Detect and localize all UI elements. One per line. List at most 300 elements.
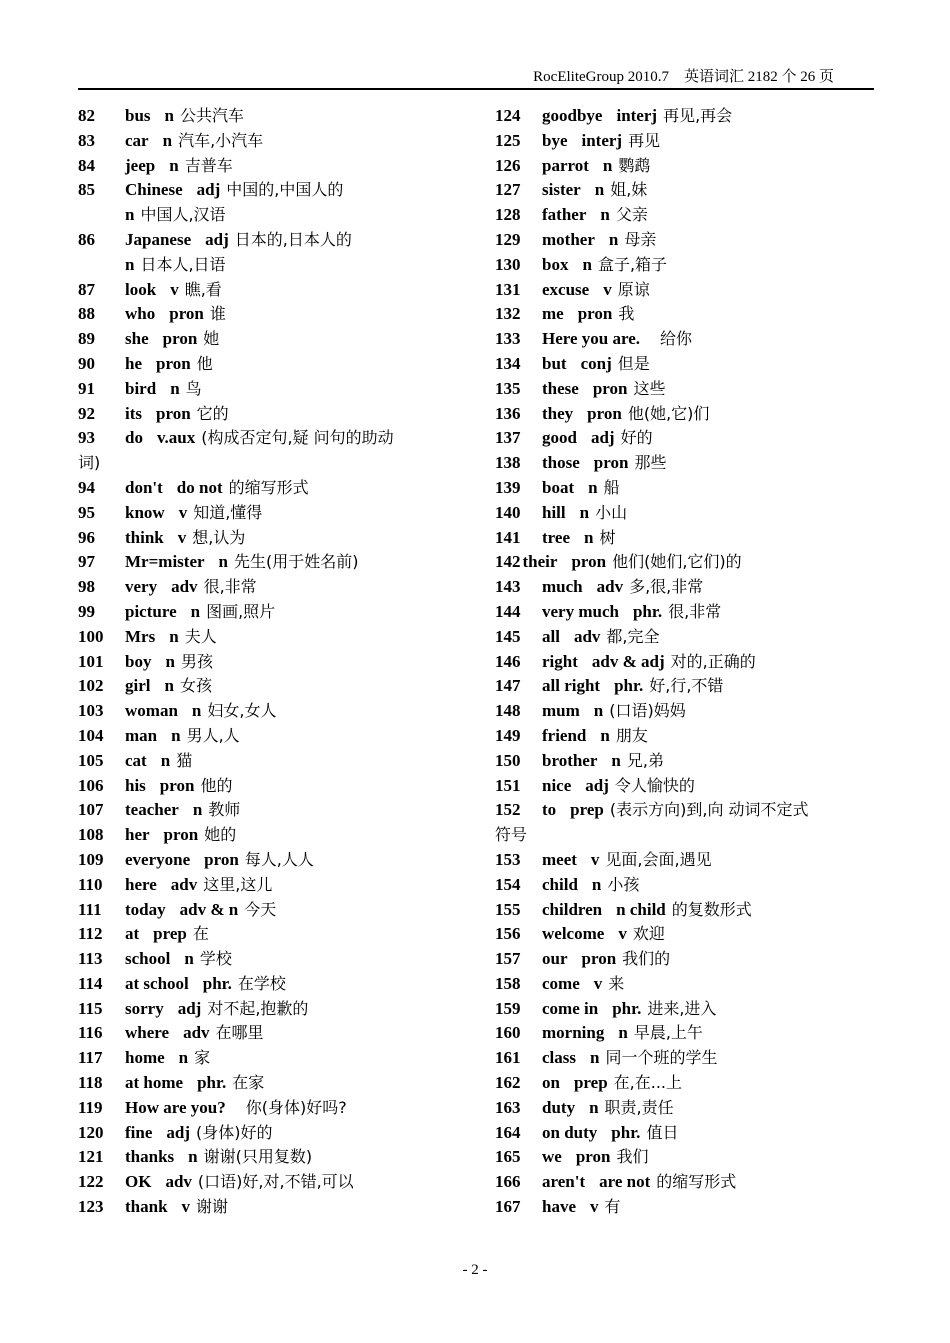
- entry-word: on: [542, 1073, 560, 1093]
- entry-number: 111: [78, 899, 102, 919]
- entry-number: 150: [495, 750, 521, 770]
- entry-meaning: 对不起,抱歉的: [207, 998, 309, 1018]
- vocab-entry: [495, 873, 885, 898]
- page-header: [78, 68, 874, 90]
- entry-meaning: 那些: [634, 453, 667, 473]
- vocab-entry: [495, 674, 885, 699]
- entry-number: 160: [495, 1023, 521, 1043]
- entry-part-of-speech: n: [590, 1048, 600, 1068]
- entry-part-of-speech: pron: [593, 453, 629, 473]
- entry-part-of-speech: pron: [592, 378, 628, 398]
- vocab-entry: [78, 600, 478, 625]
- entry-meaning: 对的,正确的: [670, 651, 756, 671]
- vocab-entry: [78, 402, 478, 427]
- entry-word: at school: [125, 973, 189, 993]
- entry-number: 122: [78, 1172, 104, 1192]
- vocab-column-left: [78, 104, 478, 1220]
- entry-word: OK: [125, 1172, 152, 1192]
- entry-number: 114: [78, 973, 103, 993]
- entry-word: our: [542, 949, 568, 969]
- entry-meaning: 汽车,小汽车: [178, 130, 264, 150]
- entry-word: children: [542, 899, 603, 919]
- entry-meaning: 职责,责任: [604, 1097, 674, 1117]
- entry-meaning: 它的: [196, 403, 229, 423]
- vocab-entry: [495, 997, 885, 1022]
- vocab-entry: [78, 1096, 478, 1121]
- entry-number: 92: [78, 403, 95, 423]
- entry-meaning: 他(她,它)们: [627, 403, 710, 423]
- entry-part-of-speech: prep: [153, 924, 187, 944]
- entry-number: 116: [78, 1023, 103, 1043]
- vocab-entry: [78, 327, 478, 352]
- entry-part-of-speech: n: [618, 1023, 628, 1043]
- vocab-entry: [78, 947, 478, 972]
- entry-meaning: 在学校: [237, 973, 286, 993]
- entry-number: 124: [495, 106, 521, 125]
- entry-number: 119: [78, 1097, 103, 1117]
- entry-word: How are you?: [125, 1097, 226, 1117]
- entry-number: 166: [495, 1172, 521, 1192]
- entry-meaning: 小山: [595, 502, 628, 522]
- entry-meaning: 再见: [628, 130, 661, 150]
- entry-number: 96: [78, 527, 95, 547]
- entry-meaning: 值日: [646, 1122, 679, 1142]
- entry-word: her: [125, 825, 150, 845]
- entry-word: child: [542, 874, 578, 894]
- entry-word: hill: [542, 502, 566, 522]
- entry-part-of-speech: adv: [596, 577, 624, 597]
- entry-word: picture: [125, 601, 177, 621]
- entry-number: 129: [495, 229, 521, 249]
- entry-meaning: 令人愉快的: [614, 775, 695, 795]
- vocab-entry: [495, 1021, 885, 1046]
- entry-meaning: 同一个班的学生: [605, 1048, 718, 1068]
- entry-word: do: [125, 428, 143, 448]
- entry-part-of-speech: n: [611, 750, 621, 770]
- entry-part-of-speech: adv: [171, 577, 198, 597]
- entry-number: 87: [78, 279, 95, 299]
- vocab-entry: [78, 104, 478, 129]
- vocab-entry: [78, 1121, 478, 1146]
- page-number: - 2 -: [462, 1262, 488, 1278]
- entry-meaning: 夫人: [184, 626, 217, 646]
- entry-word: their: [522, 552, 558, 572]
- entry-meaning: 中国人,汉语: [140, 205, 226, 225]
- entry-word: come: [542, 973, 580, 993]
- entry-word: boy: [125, 651, 152, 671]
- entry-meaning: 树: [599, 527, 616, 547]
- entry-part-of-speech: n child: [616, 899, 666, 919]
- entry-part-of-speech: n: [191, 701, 202, 721]
- entry-part-of-speech: do not: [176, 477, 223, 497]
- entry-part-of-speech: n: [600, 725, 610, 745]
- vocab-entry: [78, 426, 478, 451]
- entry-number: 147: [495, 676, 521, 696]
- entry-part-of-speech: n: [171, 725, 181, 745]
- vocab-entry: [78, 724, 478, 749]
- vocab-entry: [78, 228, 478, 253]
- entry-word: he: [125, 353, 142, 373]
- vocab-entry: [495, 377, 885, 402]
- entry-part-of-speech: phr.: [632, 601, 663, 621]
- vocab-entry: [78, 749, 478, 774]
- vocab-entry: [495, 104, 885, 129]
- entry-word: all: [542, 626, 560, 646]
- entry-part-of-speech: v: [593, 973, 603, 993]
- entry-meaning: 的缩写形式: [656, 1172, 737, 1192]
- entry-number: 156: [495, 924, 521, 944]
- entry-number: 148: [495, 701, 521, 721]
- vocab-entry: [495, 947, 885, 972]
- entry-word: Here you are.: [542, 329, 641, 349]
- entry-word: where: [125, 1023, 170, 1043]
- entry-number: 135: [495, 378, 521, 398]
- entry-meaning: 我们: [616, 1147, 649, 1167]
- vocab-entry: [495, 1071, 885, 1096]
- vocab-entry: [495, 1121, 885, 1146]
- vocab-entry: [78, 1170, 478, 1195]
- entry-meaning: 在哪里: [215, 1023, 264, 1043]
- entry-meaning: 这些: [633, 378, 666, 398]
- vocab-entry: [495, 550, 885, 575]
- entry-meaning: 朋友: [615, 725, 648, 745]
- vocab-entry: [78, 154, 478, 179]
- entry-part-of-speech: n: [192, 800, 203, 820]
- vocab-entry: [495, 154, 885, 179]
- entry-part-of-speech: n: [162, 130, 173, 150]
- entry-meaning: 都,完全: [606, 626, 660, 646]
- entry-number: 106: [78, 775, 104, 795]
- entry-part-of-speech: n: [589, 1097, 599, 1117]
- vocab-entry: [495, 699, 885, 724]
- entry-part-of-speech: n: [591, 874, 602, 894]
- vocab-entry: [495, 898, 885, 923]
- entry-part-of-speech: phr.: [611, 1122, 641, 1142]
- entry-meaning: 符号: [495, 825, 528, 845]
- entry-part-of-speech: v: [590, 1197, 599, 1217]
- entry-part-of-speech: adv: [573, 626, 601, 646]
- vocab-entry: [78, 625, 478, 650]
- entry-meaning: (身体)好的: [196, 1122, 273, 1142]
- entry-meaning: 日本的,日本人的: [234, 229, 352, 249]
- entry-part-of-speech: n: [169, 155, 179, 175]
- vocab-entry: [495, 1096, 885, 1121]
- entry-word: here: [125, 874, 157, 894]
- entry-word: don't: [125, 477, 163, 497]
- entry-word: she: [125, 329, 149, 349]
- entry-part-of-speech: n: [190, 601, 201, 621]
- entry-part-of-speech: n: [600, 205, 610, 225]
- entry-number: 157: [495, 949, 521, 969]
- entry-part-of-speech: n: [582, 254, 592, 274]
- entry-meaning: 每人,人人: [244, 849, 314, 869]
- entry-part-of-speech: adj: [177, 998, 202, 1018]
- entry-meaning: 她的: [204, 825, 237, 845]
- entry-word: look: [125, 279, 157, 299]
- entry-number: 130: [495, 254, 521, 274]
- entry-number: 89: [78, 329, 95, 349]
- entry-meaning: 猫: [176, 750, 193, 770]
- entry-word: fine: [125, 1122, 153, 1142]
- entry-part-of-speech: n: [160, 750, 171, 770]
- entry-part-of-speech: adv: [183, 1023, 210, 1043]
- vocab-entry: [495, 724, 885, 749]
- entry-number: 84: [78, 155, 95, 175]
- entry-meaning: 他们(她们,它们)的: [612, 552, 742, 572]
- vocab-entry: [495, 1145, 885, 1170]
- entry-part-of-speech: pron: [156, 403, 191, 423]
- entry-number: 164: [495, 1122, 521, 1142]
- entry-number: 131: [495, 279, 521, 299]
- entry-meaning: 进来,进入: [647, 998, 717, 1018]
- entry-meaning: 知道,懂得: [193, 502, 263, 522]
- entry-part-of-speech: n: [579, 502, 590, 522]
- entry-word: right: [542, 651, 578, 671]
- entry-number: 133: [495, 329, 521, 349]
- entry-number: 113: [78, 949, 103, 969]
- vocab-entry: [495, 798, 885, 823]
- vocab-entry: [495, 650, 885, 675]
- entry-number: 100: [78, 626, 104, 646]
- entry-word: know: [125, 502, 165, 522]
- entry-word: home: [125, 1048, 165, 1068]
- entry-part-of-speech: adv: [165, 1172, 192, 1192]
- entry-number: 115: [78, 998, 103, 1018]
- entry-word: girl: [125, 676, 151, 696]
- entry-word: to: [542, 800, 557, 820]
- entry-number: 163: [495, 1097, 521, 1117]
- entry-number: 107: [78, 800, 104, 820]
- entry-part-of-speech: pron: [163, 825, 199, 845]
- entry-number: 90: [78, 353, 95, 373]
- entry-meaning: 中国的,中国人的: [226, 180, 344, 200]
- vocab-entry: [495, 178, 885, 203]
- entry-meaning: 欢迎: [632, 924, 665, 944]
- entry-meaning: 你(身体)好吗?: [245, 1097, 347, 1117]
- vocab-entry: [495, 129, 885, 154]
- entry-part-of-speech: adv: [170, 874, 198, 894]
- entry-number: 93: [78, 428, 95, 448]
- entry-part-of-speech: n: [602, 155, 613, 175]
- entry-number: 132: [495, 304, 521, 324]
- entry-number: 109: [78, 849, 104, 869]
- vocab-entry: [495, 922, 885, 947]
- entry-number: 167: [495, 1197, 521, 1217]
- entry-meaning: 的复数形式: [671, 899, 752, 919]
- vocab-entry: [495, 1046, 885, 1071]
- entry-part-of-speech: pron: [159, 775, 195, 795]
- entry-part-of-speech: prep: [570, 800, 604, 820]
- entry-number: 126: [495, 155, 521, 175]
- entry-meaning: 她: [203, 329, 220, 349]
- entry-meaning: 我们的: [622, 949, 671, 969]
- entry-part-of-speech: phr.: [614, 676, 644, 696]
- entry-part-of-speech: v: [618, 924, 627, 944]
- entry-meaning: 他: [196, 353, 213, 373]
- entry-meaning: 谢谢: [196, 1197, 229, 1217]
- entry-number: 117: [78, 1048, 103, 1068]
- entry-meaning: 在家: [232, 1073, 265, 1093]
- vocab-entry: [78, 650, 478, 675]
- entry-word: cat: [125, 750, 147, 770]
- entry-part-of-speech: v: [181, 1197, 191, 1217]
- entry-number: 108: [78, 825, 104, 845]
- entry-number: 158: [495, 973, 521, 993]
- entry-word: nice: [542, 775, 572, 795]
- entry-word: class: [542, 1048, 576, 1068]
- vocab-entry: [78, 476, 478, 501]
- entry-word: bye: [542, 130, 568, 150]
- entry-number: 85: [78, 180, 95, 200]
- entry-meaning: 谁: [209, 304, 226, 324]
- entry-meaning: 公共汽车: [180, 106, 245, 125]
- vocab-entry: [495, 749, 885, 774]
- entry-word: jeep: [125, 155, 156, 175]
- entry-meaning: 教师: [208, 800, 241, 820]
- entry-part-of-speech: n: [170, 378, 180, 398]
- vocab-entry: [78, 674, 478, 699]
- vocab-entry: [78, 848, 478, 873]
- entry-number: 91: [78, 378, 95, 398]
- entry-part-of-speech: phr.: [202, 973, 232, 993]
- entry-meaning: 有: [604, 1197, 621, 1217]
- vocab-entry: [78, 526, 478, 551]
- entry-part-of-speech: adj: [166, 1122, 191, 1142]
- entry-number: 121: [78, 1147, 104, 1167]
- vocab-entry: [495, 1170, 885, 1195]
- vocab-entry: [78, 278, 478, 303]
- vocab-entry: [495, 302, 885, 327]
- entry-word: think: [125, 527, 164, 547]
- vocab-entry: [78, 798, 478, 823]
- entry-meaning: 女孩: [179, 676, 212, 696]
- entry-number: 155: [495, 899, 521, 919]
- entry-meaning: 很,非常: [668, 601, 722, 621]
- entry-meaning: 男人,人: [186, 725, 240, 745]
- entry-word: these: [542, 378, 579, 398]
- entry-word: mum: [542, 701, 580, 721]
- entry-word: school: [125, 949, 171, 969]
- entry-word: have: [542, 1197, 576, 1217]
- entry-word: Chinese: [125, 180, 183, 200]
- entry-part-of-speech: n: [188, 1147, 198, 1167]
- entry-word: excuse: [542, 279, 590, 299]
- entry-word: welcome: [542, 924, 605, 944]
- entry-number: 123: [78, 1197, 104, 1217]
- entry-meaning: 他的: [200, 775, 233, 795]
- entry-number: 162: [495, 1073, 521, 1093]
- entry-meaning: (口语)好,对,不错,可以: [197, 1172, 354, 1192]
- entry-word: brother: [542, 750, 598, 770]
- entry-number: 141: [495, 527, 521, 547]
- vocab-entry: [495, 352, 885, 377]
- entry-meaning: 图画,照片: [206, 601, 276, 621]
- entry-meaning: 鹦鹉: [618, 155, 651, 175]
- entry-number: 128: [495, 205, 521, 225]
- entry-word: bus: [125, 106, 151, 125]
- entry-number: 98: [78, 577, 95, 597]
- entry-part-of-speech: conj: [580, 353, 612, 373]
- entry-number: 94: [78, 477, 95, 497]
- entry-meaning: 盒子,箱子: [597, 254, 668, 274]
- entry-word: meet: [542, 849, 577, 869]
- entry-part-of-speech: v: [590, 849, 600, 869]
- vocab-entry: [78, 873, 478, 898]
- entry-number: 165: [495, 1147, 521, 1167]
- vocab-entry: [78, 451, 478, 476]
- entry-number: 161: [495, 1048, 521, 1068]
- entry-meaning: 学校: [199, 949, 232, 969]
- vocab-entry: [495, 253, 885, 278]
- entry-part-of-speech: are not: [599, 1172, 651, 1192]
- vocab-entry: [78, 1071, 478, 1096]
- entry-word: sister: [542, 180, 581, 200]
- entry-number: 99: [78, 601, 95, 621]
- entry-word: car: [125, 130, 149, 150]
- vocab-entry: [495, 278, 885, 303]
- entry-meaning: 母亲: [624, 229, 657, 249]
- vocab-entry: [78, 575, 478, 600]
- entry-part-of-speech: adj: [590, 428, 615, 448]
- entry-word: today: [125, 899, 166, 919]
- vocab-entry: [78, 377, 478, 402]
- vocab-entry: [78, 898, 478, 923]
- entry-part-of-speech: n: [165, 651, 175, 671]
- entry-number: 83: [78, 130, 95, 150]
- vocab-entry: [78, 922, 478, 947]
- entry-part-of-speech: v.aux: [156, 428, 196, 448]
- entry-part-of-speech: n: [125, 205, 135, 225]
- entry-word: we: [542, 1147, 562, 1167]
- entry-meaning: 今天: [244, 899, 277, 919]
- entry-part-of-speech: prep: [573, 1073, 608, 1093]
- entry-number: 151: [495, 775, 521, 795]
- entry-part-of-speech: n: [184, 949, 194, 969]
- entry-number: 138: [495, 453, 521, 473]
- entry-meaning: 日本人,日语: [140, 254, 226, 274]
- vocab-entry: [78, 352, 478, 377]
- entry-number: 136: [495, 403, 521, 423]
- entry-part-of-speech: adj: [205, 229, 229, 249]
- entry-part-of-speech: n: [164, 106, 174, 125]
- entry-part-of-speech: interj: [616, 106, 658, 125]
- entry-part-of-speech: pron: [575, 1147, 611, 1167]
- vocab-entry: [495, 526, 885, 551]
- entry-number: 139: [495, 477, 521, 497]
- entry-meaning: 来: [608, 973, 625, 993]
- vocab-entry: [495, 774, 885, 799]
- entry-word: Japanese: [125, 229, 192, 249]
- entry-number: 142: [495, 552, 521, 572]
- entry-word: teacher: [125, 800, 179, 820]
- entry-meaning: 瞧,看: [184, 279, 222, 299]
- entry-word: me: [542, 304, 564, 324]
- vocab-entry: [495, 228, 885, 253]
- entry-part-of-speech: pron: [581, 949, 617, 969]
- entry-meaning: (表示方向)到,向 动词不定式: [609, 800, 809, 820]
- entry-meaning: 这里,这儿: [203, 874, 273, 894]
- entry-meaning: (口语)妈妈: [609, 701, 686, 721]
- entry-meaning: 给你: [660, 329, 693, 349]
- entry-word: good: [542, 428, 577, 448]
- vocab-entry: [78, 253, 478, 278]
- entry-part-of-speech: pron: [169, 304, 204, 324]
- entry-word: everyone: [125, 849, 191, 869]
- entry-word: morning: [542, 1023, 605, 1043]
- vocab-entry: [495, 600, 885, 625]
- entry-meaning: 先生(用于姓名前): [234, 552, 359, 572]
- entry-number: 120: [78, 1122, 104, 1142]
